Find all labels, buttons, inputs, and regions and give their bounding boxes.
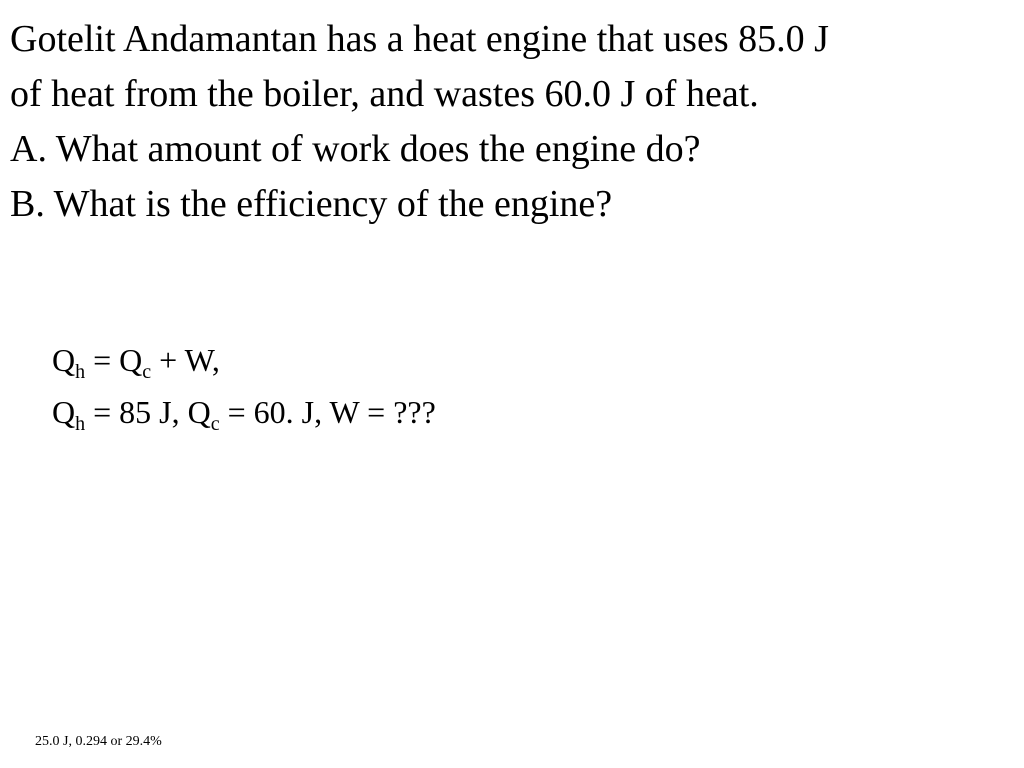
eq2-rest: = 60. J, W = ??? (219, 394, 436, 430)
eq1-rest: + W, (151, 342, 220, 378)
eq2-qh-subscript: h (75, 413, 86, 435)
equation-line-2 (52, 386, 436, 438)
question-b: B. What is the efficiency of the engine? (10, 183, 613, 225)
eq1-qh-subscript: h (75, 361, 86, 383)
equation-block (52, 334, 436, 438)
question-a: A. What amount of work does the engine do? (10, 128, 701, 170)
problem-line-1: Gotelit Andamantan has a heat engine that uses 85.0 J (10, 18, 829, 60)
problem-statement (10, 12, 1010, 232)
eq2-qc-symbol: Q (187, 394, 211, 430)
eq1-qh-symbol: Q (52, 342, 76, 378)
eq2-mid: = 85 J, (85, 394, 188, 430)
equation-line-1 (52, 334, 436, 386)
eq2-qh-symbol: Q (52, 394, 76, 430)
eq1-qc-symbol: Q (119, 342, 143, 378)
problem-line-2: of heat from the boiler, and wastes 60.0 J of heat. (10, 73, 759, 115)
answer-text: 25.0 J, 0.294 or 29.4% (35, 734, 162, 749)
eq1-equals: = (85, 342, 120, 378)
eq2-qc-subscript: c (210, 413, 220, 435)
eq1-qc-subscript: c (142, 361, 152, 383)
